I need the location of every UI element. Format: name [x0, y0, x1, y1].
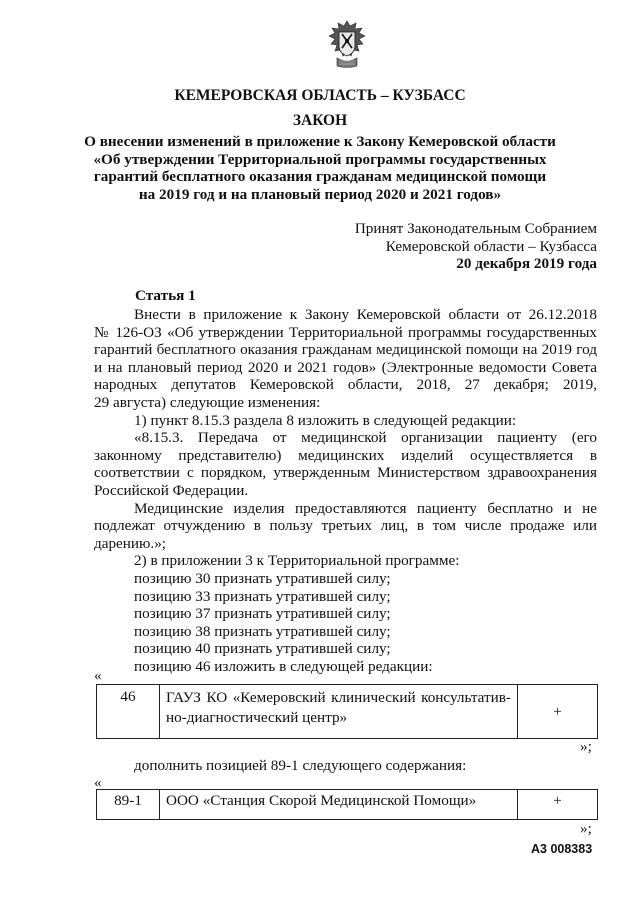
position-line: позицию 33 признать утратившей силу; [134, 587, 391, 605]
quote-line: Российской Федерации. [94, 481, 249, 499]
participation-mark: + [518, 685, 598, 739]
adoption-line: Кемеровской области – Кузбасса [385, 237, 597, 255]
position-line: позицию 30 признать утратившей силу; [134, 569, 391, 587]
article-body [94, 306, 597, 675]
participation-mark: + [518, 790, 598, 820]
item-2: 2) в приложении 3 к Территориальной программе: [134, 552, 460, 570]
adoption-line: Принят Законодательным Собранием [354, 220, 597, 237]
organization-name: ООО «Станция Скорой Медицинской Помощи» [160, 790, 518, 820]
item-1: 1) пункт 8.15.3 раздела 8 изложить в следующей редакции: [134, 411, 517, 429]
position-line: позицию 37 признать утратившей силу; [134, 605, 391, 623]
quote-line: подлежат отчуждению в пользу третьих лиц, в том числе продаже или [94, 517, 597, 535]
position-line: позицию 38 признать утратившей силу; [134, 622, 391, 640]
table-row [97, 685, 598, 739]
intro-line: народных депутатов Кемеровской области, 2018, 27 декабря; 2019, [94, 376, 597, 394]
quote-line: соответствии с порядком, утвержденным Министерством здравоохранения [94, 464, 597, 482]
adoption-block [355, 220, 597, 273]
position-number: 89-1 [97, 790, 160, 820]
organization-name [160, 685, 518, 739]
quote-line: дарению.»; [94, 534, 167, 552]
intro-line: гарантий бесплатного оказания гражданам медицинской помощи на 2019 год [94, 341, 597, 359]
serial-number: А3 008383 [531, 842, 593, 856]
position-line: позицию 40 признать утратившей силу; [134, 640, 391, 658]
title-line: О внесении изменений в приложение к Закону Кемеровской области [84, 133, 556, 150]
quote-line: «8.15.3. Передача от медицинской организации пациенту (его [134, 429, 597, 447]
title-line: на 2019 год и на плановый период 2020 и 2021 годов» [138, 185, 502, 203]
position-table [96, 684, 598, 739]
organization-name-line: но-диагностический центр» [166, 709, 348, 726]
position-table [96, 789, 598, 820]
quote-line: законному представителю) медицинских изделий осуществляется в [94, 446, 597, 464]
organization-name-line: ГАУЗ КО «Кемеровский клинический консультатив- [166, 689, 511, 706]
document-type: ЗАКОН [292, 112, 348, 129]
adoption-date: 20 декабря 2019 года [456, 255, 597, 273]
open-quote: « [94, 667, 102, 684]
close-quote: »; [580, 738, 592, 755]
add-position-text: дополнить позицией 89-1 следующего содержания: [134, 757, 467, 774]
quote-line: Медицинские изделия предоставляются пациенту бесплатно и не [134, 499, 597, 517]
position-line: позицию 46 изложить в следующей редакции: [134, 657, 433, 675]
intro-line: № 126-ОЗ «Об утверждении Территориальной программы государственных [94, 323, 597, 341]
title-line: «Об утверждении Территориальной программы государственных [93, 150, 547, 168]
law-title [0, 133, 640, 203]
region-heading: КЕМЕРОВСКАЯ ОБЛАСТЬ – КУЗБАСС [174, 87, 466, 104]
coat-of-arms-emblem [323, 20, 371, 70]
close-quote: »; [580, 820, 592, 837]
open-quote: « [94, 774, 102, 791]
intro-line: и на плановый период 2020 и 2021 годов» (Электронные ведомости Совета [94, 358, 597, 376]
intro-line: Внести в приложение к Закону Кемеровской области от 26.12.2018 [134, 306, 597, 323]
title-line: гарантий бесплатного оказания гражданам медицинской помощи [93, 168, 547, 186]
position-number: 46 [97, 685, 160, 739]
table-row [97, 790, 598, 820]
article-heading: Статья 1 [135, 287, 196, 304]
intro-line: 29 августа) следующие изменения: [94, 393, 321, 411]
